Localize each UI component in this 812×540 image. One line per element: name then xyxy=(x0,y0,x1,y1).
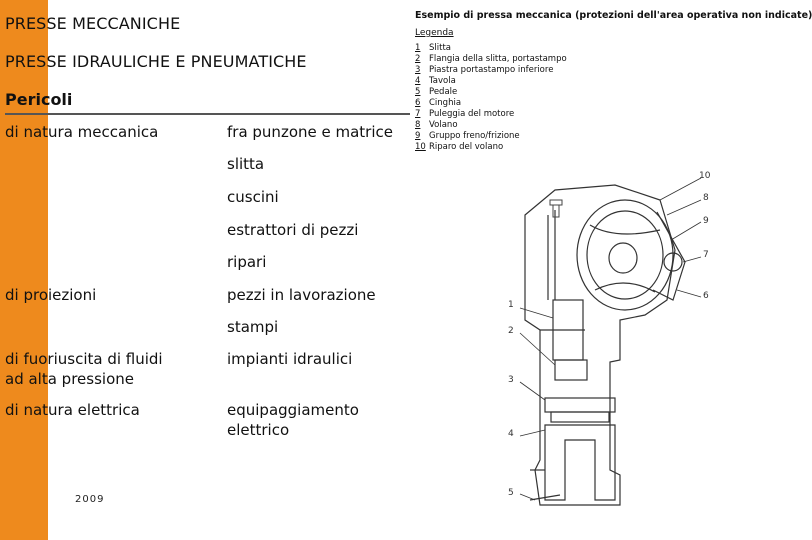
title-presse-idrauliche: PRESSE IDRAULICHE E PNEUMATICHE xyxy=(5,52,307,71)
hazard-source: fra punzone e matrice xyxy=(227,123,393,141)
hazard-category-proiezioni: di proiezioni xyxy=(5,286,97,304)
callout-number: 3 xyxy=(508,375,514,385)
hazard-source: slitta xyxy=(227,155,265,173)
callout-number: 9 xyxy=(703,216,709,226)
legend-item: 4 Tavola xyxy=(415,76,456,86)
orange-side-bar xyxy=(0,0,48,540)
legend-item: 7 Puleggia del motore xyxy=(415,109,515,119)
legend-item: 10 Riparo del volano xyxy=(415,142,504,152)
callout-number: 1 xyxy=(508,300,514,310)
callout-number: 2 xyxy=(508,326,514,336)
figure-title: Esempio di pressa meccanica (protezioni dell'area operativa non indicate) xyxy=(415,10,812,21)
footer-year: 2009 xyxy=(75,494,105,505)
hazard-source: ripari xyxy=(227,253,267,271)
legend-label: Legenda xyxy=(415,28,454,38)
mechanical-press-drawing xyxy=(405,0,720,540)
callout-number: 8 xyxy=(703,193,709,203)
legend-item: 9 Gruppo freno/frizione xyxy=(415,131,520,141)
legend-item: 2 Flangia della slitta, portastampo xyxy=(415,54,567,64)
hazard-source: pezzi in lavorazione xyxy=(227,286,376,304)
heading-divider xyxy=(5,113,410,115)
callout-number: 7 xyxy=(703,250,709,260)
hazard-source: cuscini xyxy=(227,188,279,206)
title-presse-meccaniche: PRESSE MECCANICHE xyxy=(5,14,181,33)
hazard-source: equipaggiamento elettrico xyxy=(227,401,359,439)
legend-item: 1 Slitta xyxy=(415,43,451,53)
legend-item: 3 Piastra portastampo inferiore xyxy=(415,65,554,75)
legend-item: 6 Cinghia xyxy=(415,98,462,108)
callout-number: 5 xyxy=(508,488,514,498)
hazard-category-fluidi: di fuoriuscita di fluidi ad alta pressione xyxy=(5,350,163,388)
hazard-source: impianti idraulici xyxy=(227,350,353,368)
callout-number: 10 xyxy=(699,171,711,181)
hazard-category-elettrica: di natura elettrica xyxy=(5,401,140,419)
callout-number: 6 xyxy=(703,291,709,301)
legend-item: 8 Volano xyxy=(415,120,458,130)
press-figure xyxy=(405,0,812,540)
callout-number: 4 xyxy=(508,429,514,439)
hazard-category-meccanica: di natura meccanica xyxy=(5,123,159,141)
section-heading-pericoli: Pericoli xyxy=(5,90,73,109)
hazard-source: stampi xyxy=(227,318,279,336)
legend-item: 5 Pedale xyxy=(415,87,458,97)
hazard-source: estrattori di pezzi xyxy=(227,221,359,239)
